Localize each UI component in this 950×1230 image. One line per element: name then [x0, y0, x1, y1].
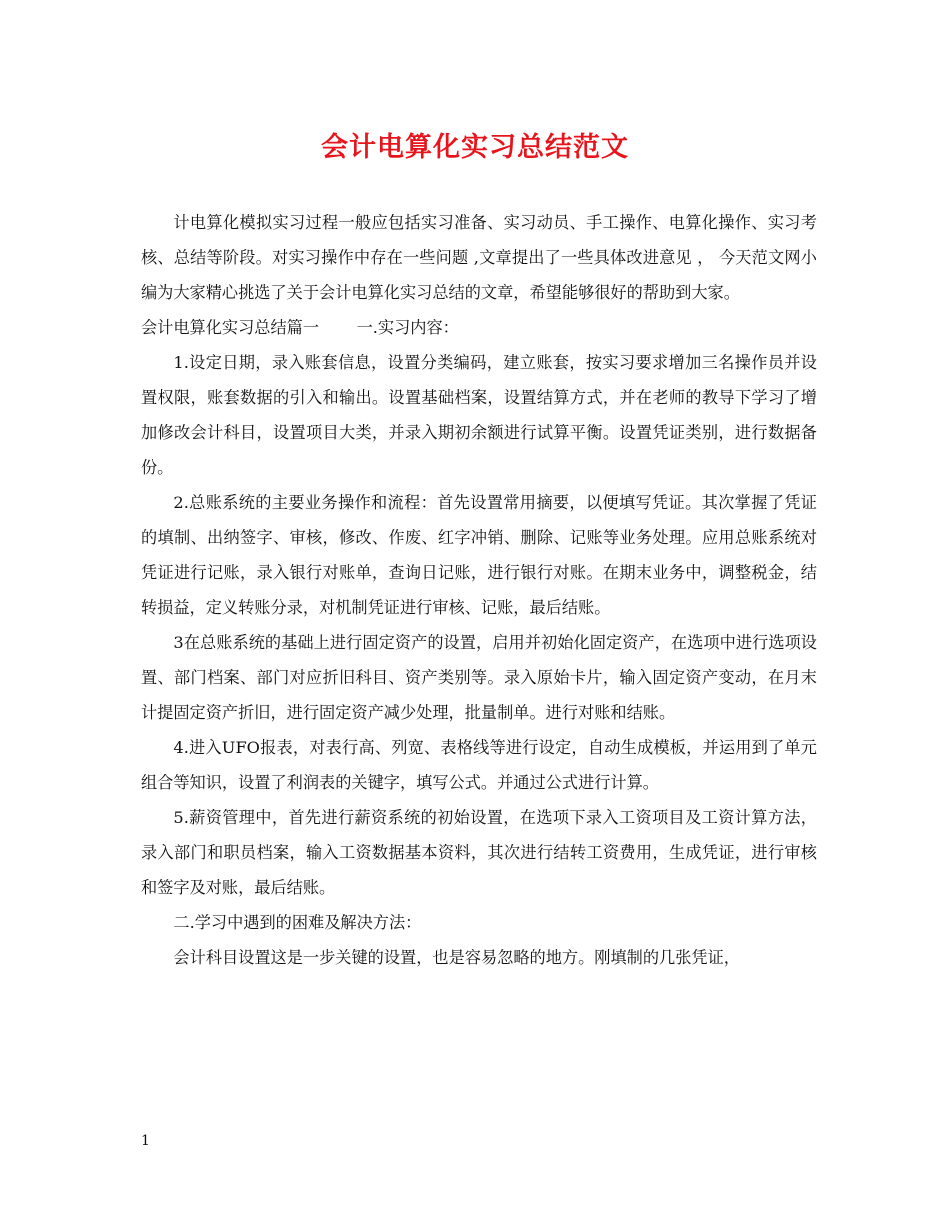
- document-title: 会计电算化实习总结范文: [321, 132, 629, 163]
- section-heading: 会计电算化实习总结篇一 一.实习内容：: [141, 318, 459, 337]
- content-paragraph: 1.设定日期，录入账套信息，设置分类编码，建立账套，按实习要求增加三名操作员并设置权限，账套数据的引入和输出。设置基础档案，设置结算方式，并在老师的教导下学习了增加修改会计科目，设置项目大类，并录入期初余额进行试算平衡。设置凭证类别，进行数据备份。: [141, 353, 817, 477]
- intro-paragraph: 计电算化模拟实习过程一般应包括实习准备、实习动员、手工操作、电算化操作、实习考核、总结等阶段。对实习操作中存在一些问题 ,文章提出了一些具体改进意见 ， 今天范文网小编为大家精心挑选了关于会计电算化实习总结的文章，希望能够很好的帮助到大家。: [141, 213, 817, 302]
- document-body: [141, 205, 817, 975]
- subsection-heading: 二.学习中遇到的困难及解决方法：: [173, 913, 422, 932]
- content-paragraph: 5.薪资管理中，首先进行薪资系统的初始设置，在选项下录入工资项目及工资计算方法，录入部门和职员档案，输入工资数据基本资料，其次进行结转工资费用，生成凭证，进行审核和签字及对账，最后结账。: [141, 808, 817, 897]
- content-paragraph: 会计科目设置这是一步关键的设置，也是容易忽略的地方。刚填制的几张凭证，: [173, 948, 740, 967]
- content-paragraph: 3在总账系统的基础上进行固定资产的设置，启用并初始化固定资产，在选项中进行选项设置、部门档案、部门对应折旧科目、资产类别等。录入原始卡片，输入固定资产变动，在月末计提固定资产折旧，进行固定资产减少处理，批量制单。进行对账和结账。: [141, 633, 817, 722]
- content-paragraph: 4.进入UFO报表，对表行高、列宽、表格线等进行设定，自动生成模板，并运用到了单元组合等知识，设置了利润表的关键字，填写公式。并通过公式进行计算。: [141, 738, 817, 792]
- content-paragraph: 2.总账系统的主要业务操作和流程：首先设置常用摘要，以便填写凭证。其次掌握了凭证的填制、出纳签字、审核，修改、作废、红字冲销、删除、记账等业务处理。应用总账系统对凭证进行记账，录入银行对账单，查询日记账，进行银行对账。在期末业务中，调整税金，结转损益，定义转账分录，对机制凭证进行审核、记账，最后结账。: [141, 493, 817, 617]
- page-number: 1: [141, 1133, 150, 1149]
